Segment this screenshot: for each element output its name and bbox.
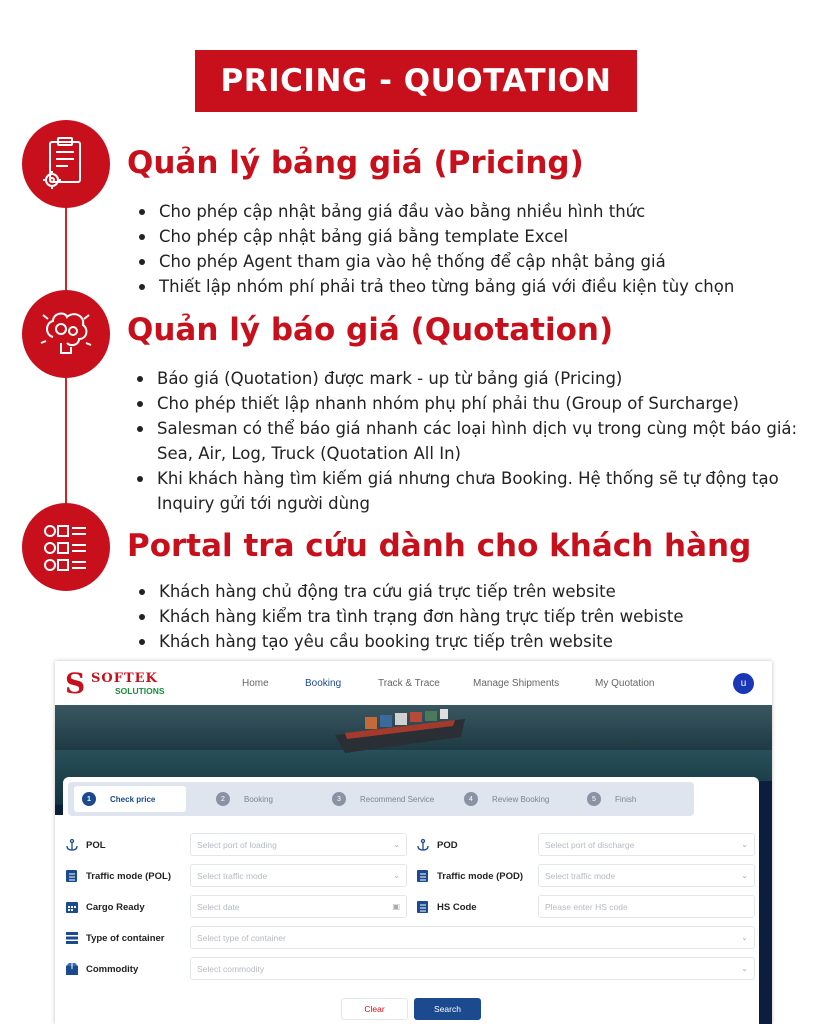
nav-track-trace[interactable]: Track & Trace — [378, 677, 440, 689]
chevron-down-icon: ⌄ — [741, 964, 748, 973]
stepper — [68, 782, 694, 816]
list-item: Khi khách hàng tìm kiếm giá nhưng chưa Booking. Hệ thống sẽ tự động tạo Inquiry gửi tới người dùng — [133, 466, 803, 516]
step-check-price[interactable] — [74, 786, 186, 812]
logo-name: SOFTEK — [91, 671, 158, 686]
step-number: 3 — [332, 792, 346, 806]
anchor-icon — [65, 839, 79, 851]
list-item: Cho phép cập nhật bảng giá bằng template Excel — [135, 224, 734, 249]
bullet-list-quotation — [133, 366, 803, 516]
bullet-list-pricing — [135, 199, 734, 299]
chevron-down-icon: ⌄ — [393, 840, 400, 849]
portal-topbar — [55, 661, 772, 705]
traffic-pol-select[interactable] — [190, 864, 407, 887]
right-dark-panel — [758, 781, 772, 1024]
list-item: Thiết lập nhóm phí phải trả theo từng bảng giá với điều kiện tùy chọn — [135, 274, 734, 299]
cargo-ready-label — [65, 895, 145, 919]
commodity-placeholder: Select commodity — [197, 963, 265, 974]
section-title-quotation: Quản lý báo giá (Quotation) — [127, 312, 614, 348]
commodity-label — [65, 957, 138, 981]
step-number: 1 — [82, 792, 96, 806]
traffic-pod-select[interactable] — [538, 864, 755, 887]
step-number: 2 — [216, 792, 230, 806]
hs-code-input[interactable] — [538, 895, 755, 918]
process-steps-icon — [40, 521, 92, 573]
traffic-pol-placeholder: Select traffic mode — [197, 870, 268, 881]
search-button[interactable]: Search — [414, 998, 481, 1020]
calendar-small-icon: ▣ — [392, 902, 400, 911]
chevron-down-icon: ⌄ — [741, 933, 748, 942]
list-item: Cho phép cập nhật bảng giá đầu vào bằng nhiều hình thức — [135, 199, 734, 224]
step-label: Finish — [615, 794, 637, 804]
commodity-select[interactable] — [190, 957, 755, 980]
traffic-pod-placeholder: Select traffic mode — [545, 870, 616, 881]
container-label-text: Type of container — [86, 932, 165, 944]
portal-screenshot — [55, 661, 772, 1024]
server-stack-icon — [65, 932, 79, 944]
step-label: Review Booking — [492, 794, 550, 804]
traffic-pol-label-text: Traffic mode (POL) — [86, 870, 171, 882]
softek-logo[interactable] — [65, 669, 175, 699]
hs-code-placeholder: Please enter HS code — [545, 901, 628, 912]
pol-label — [65, 833, 106, 857]
hs-code-label-text: HS Code — [437, 901, 477, 913]
step-booking[interactable] — [216, 786, 273, 812]
chevron-down-icon: ⌄ — [741, 840, 748, 849]
logo-subtitle: SOLUTIONS — [115, 686, 165, 696]
traffic-pol-label — [65, 864, 171, 888]
pol-label-text: POL — [86, 839, 106, 851]
list-item: Báo giá (Quotation) được mark - up từ bảng giá (Pricing) — [133, 366, 803, 391]
nav-manage-shipments[interactable]: Manage Shipments — [473, 677, 560, 689]
pod-select[interactable] — [538, 833, 755, 856]
booking-card — [63, 777, 759, 1024]
page-banner: PRICING - QUOTATION — [195, 50, 637, 112]
list-item: Cho phép Agent tham gia vào hệ thống để cập nhật bảng giá — [135, 249, 734, 274]
calendar-icon — [65, 901, 79, 913]
container-placeholder: Select type of container — [197, 932, 286, 943]
commodity-label-text: Commodity — [86, 963, 139, 975]
clear-button[interactable]: Clear — [341, 998, 408, 1020]
pol-select[interactable] — [190, 833, 407, 856]
step-finish[interactable] — [587, 786, 636, 812]
pod-label — [416, 833, 458, 857]
step-label: Check price — [110, 794, 156, 804]
list-icon — [416, 870, 430, 882]
list-item: Salesman có thể báo giá nhanh các loại hình dịch vụ trong cùng một báo giá: Sea, Air, Log, Truck (Quotation All In) — [133, 416, 803, 466]
pol-placeholder: Select port of loading — [197, 839, 277, 850]
cargo-ship-image — [325, 707, 475, 755]
cargo-ready-datepicker[interactable] — [190, 895, 407, 918]
section-icon-circle-pricing — [22, 120, 110, 208]
box-icon — [65, 963, 79, 975]
anchor-icon — [416, 839, 430, 851]
timeline-line-2 — [65, 370, 67, 515]
list-item: Khách hàng tạo yêu cầu booking trực tiếp trên website — [135, 629, 684, 654]
nav-home[interactable]: Home — [242, 677, 269, 689]
cargo-ready-placeholder: Select date — [197, 901, 240, 912]
chevron-down-icon: ⌄ — [741, 871, 748, 880]
clipboard-gear-icon — [40, 136, 92, 192]
pod-placeholder: Select port of discharge — [545, 839, 635, 850]
hs-code-label — [416, 895, 477, 919]
section-icon-circle-portal — [22, 503, 110, 591]
step-label: Recommend Service — [360, 794, 435, 804]
user-avatar[interactable]: u — [733, 673, 754, 694]
container-label — [65, 926, 164, 950]
container-select[interactable] — [190, 926, 755, 949]
step-label: Booking — [244, 794, 273, 804]
step-recommend-service[interactable] — [332, 786, 434, 812]
step-review-booking[interactable] — [464, 786, 549, 812]
step-number: 4 — [464, 792, 478, 806]
bullet-list-portal — [135, 579, 684, 654]
cargo-ready-label-text: Cargo Ready — [86, 901, 145, 913]
nav-booking[interactable]: Booking — [305, 677, 342, 689]
list-item: Khách hàng chủ động tra cứu giá trực tiếp trên website — [135, 579, 684, 604]
step-number: 5 — [587, 792, 601, 806]
list-icon — [416, 901, 430, 913]
traffic-pod-label-text: Traffic mode (POD) — [437, 870, 524, 882]
timeline-line-1 — [65, 200, 67, 300]
pod-label-text: POD — [437, 839, 458, 851]
section-title-portal: Portal tra cứu dành cho khách hàng — [127, 528, 752, 564]
logo-mark: S — [65, 667, 86, 700]
list-item: Cho phép thiết lập nhanh nhóm phụ phí phải thu (Group of Surcharge) — [133, 391, 803, 416]
section-icon-circle-quotation — [22, 290, 110, 378]
traffic-pod-label — [416, 864, 523, 888]
nav-my-quotation[interactable]: My Quotation — [595, 677, 655, 689]
list-item: Khách hàng kiểm tra tình trạng đơn hàng trực tiếp trên webiste — [135, 604, 684, 629]
brain-gears-icon — [39, 307, 93, 361]
list-icon — [65, 870, 79, 882]
chevron-down-icon: ⌄ — [393, 871, 400, 880]
section-title-pricing: Quản lý bảng giá (Pricing) — [127, 145, 584, 181]
